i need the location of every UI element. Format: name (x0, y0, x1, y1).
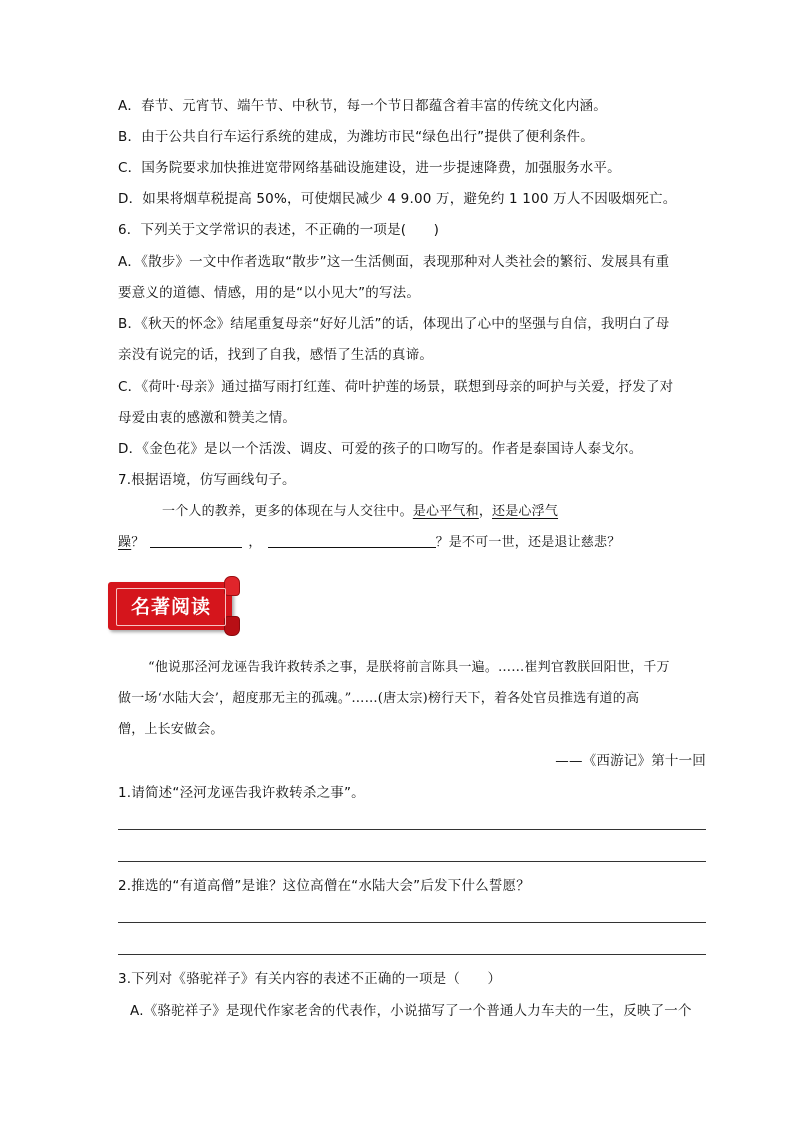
reading-passage-line1: “他说那泾河龙诬告我许救转杀之事，是朕将前言陈具一遍。……崔判官教朕回阳世，千万 (148, 660, 670, 675)
section-title: 名著阅读 (116, 588, 226, 626)
q6-option-b-line2: 亲没有说完的话，找到了自我，感悟了生活的真谛。 (118, 347, 434, 363)
option-c: C．国务院要求加快推进宽带网络基础设施建设，进一步提速降费，加强服务水平。 (118, 160, 621, 176)
option-b: B．由于公共自行车运行系统的建成，为潍坊市民“绿色出行”提供了便利条件。 (118, 129, 594, 145)
q7-line-end: ？是不可一世，还是退让慈悲？ (435, 535, 621, 550)
q6-option-c-line1: C．《荷叶·母亲》通过描写雨打红莲、荷叶护莲的场景，联想到母亲的呵护与关爱，抒发了对 (118, 379, 674, 395)
option-a: A．春节、元宵节、端午节、中秋节，每一个节日都蕴含着丰富的传统文化内涵。 (118, 98, 607, 114)
answer-line[interactable] (118, 861, 706, 862)
q6-option-c-line2: 母爱由衷的感激和赞美之情。 (118, 410, 297, 426)
q6-option-b-line1: B．《秋天的怀念》结尾重复母亲“好好儿活”的话，体现出了心中的坚强与自信，我明白了母 (118, 316, 670, 332)
reading-question-2: 2.推选的“有道高僧”是谁？这位高僧在“水陆大会”后发下什么誓愿？ (118, 878, 530, 894)
answer-line[interactable] (118, 954, 706, 955)
q6-option-a-line1: A．《散步》一文中作者选取“散步”这一生活侧面，表现那种对人类社会的繁衍、发展具有重 (118, 254, 670, 270)
q7-context-line2 (118, 533, 620, 553)
answer-line[interactable] (118, 922, 706, 923)
scroll-roll-icon (224, 576, 240, 596)
q7-context-line1 (162, 502, 558, 522)
q3-option-a: A.《骆驼祥子》是现代作家老舍的代表作，小说描写了一个普通人力车夫的一生，反映了一个 (130, 1003, 692, 1019)
q7-context-plain: 一个人的教养，更多的体现在与人交往中。 (162, 504, 413, 519)
option-d: D．如果将烟草税提高 50%，可使烟民减少 4 9.00 万，避免约 1 100 万人不因吸烟死亡。 (118, 191, 677, 207)
q7-underlined-3: 躁 (118, 535, 132, 550)
question-7-stem: 7.根据语境，仿写画线句子。 (118, 472, 296, 488)
answer-blank-1[interactable] (150, 533, 242, 548)
reading-question-1: 1.请简述“泾河龙诬告我许救转杀之事”。 (118, 785, 365, 801)
q6-option-d: D．《金色花》是以一个活泼、调皮、可爱的孩子的口吻写的。作者是泰国诗人泰戈尔。 (118, 441, 643, 457)
answer-blank-2[interactable] (268, 533, 436, 548)
reading-passage-line3: 僧，上长安做会。 (118, 722, 224, 737)
q7-question-mark: ？ (131, 535, 145, 550)
reading-question-3: 3.下列对《骆驼祥子》有关内容的表述不正确的一项是（ ） (118, 971, 502, 987)
answer-line[interactable] (118, 829, 706, 830)
q6-option-a-line2: 要意义的道德、情感，用的是“以小见大”的写法。 (118, 285, 421, 301)
q7-comma: ， (248, 535, 262, 550)
question-6-stem: 6．下列关于文学常识的表述，不正确的一项是( ) (118, 222, 440, 238)
q7-underlined-2: 还是心浮气 (492, 504, 559, 519)
q7-context-sep: ， (478, 504, 493, 519)
q7-underlined-1: 是心平气和 (412, 504, 479, 519)
reading-passage-line2: 做一场‘水陆大会’，超度那无主的孤魂。”……(唐太宗)榜行天下，着各处官员推选有道的高 (118, 691, 640, 706)
reading-source: ——《西游记》第十一回 (555, 753, 706, 769)
section-banner (108, 574, 238, 634)
